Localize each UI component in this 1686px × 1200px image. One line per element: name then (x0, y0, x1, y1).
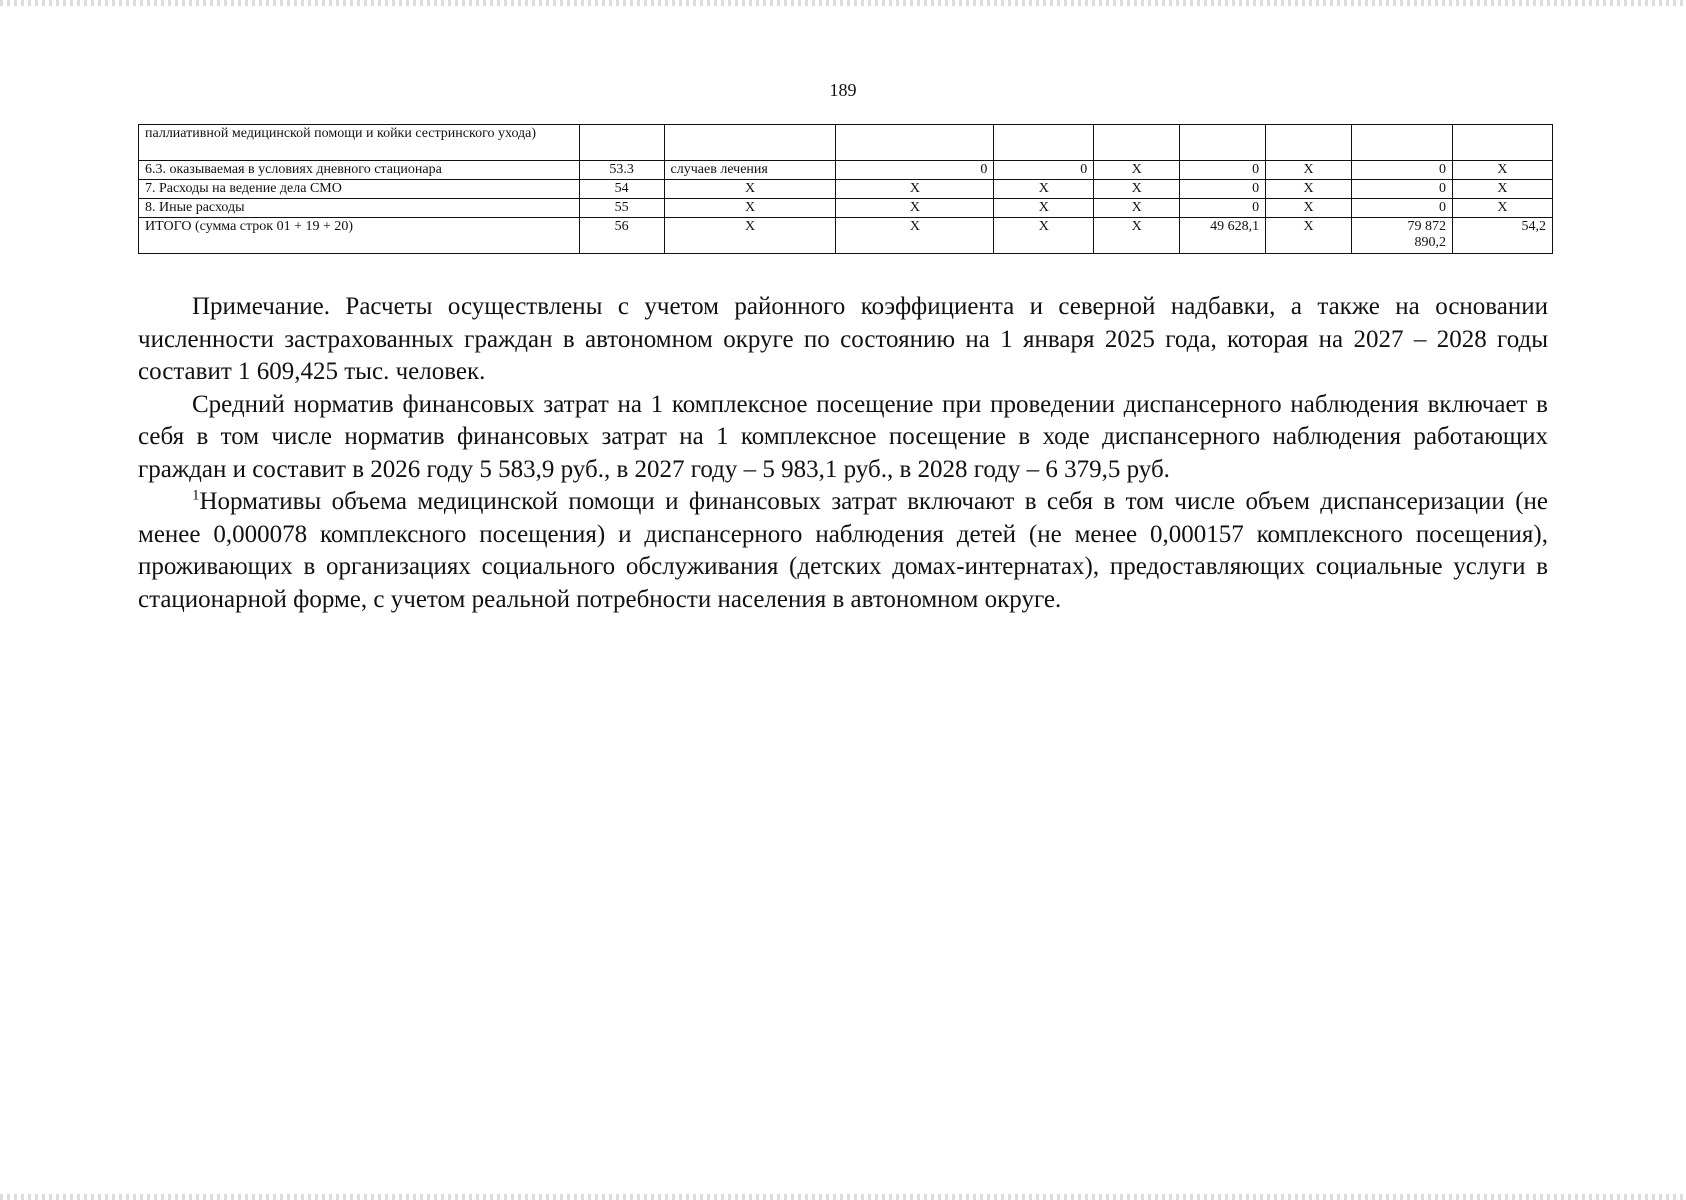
cell: Х (1452, 199, 1552, 218)
cell: 0 (1180, 161, 1266, 180)
cell: Х (994, 180, 1094, 199)
scan-edge-top (0, 0, 1686, 6)
cell (1266, 125, 1352, 161)
cell: Х (994, 199, 1094, 218)
cell (836, 125, 994, 161)
cell: Х (994, 218, 1094, 254)
cell (1452, 125, 1552, 161)
row-unit: Х (664, 199, 836, 218)
scan-edge-bottom (0, 1194, 1686, 1200)
cell (994, 125, 1094, 161)
cell: 0 (836, 161, 994, 180)
row-name: ИТОГО (сумма строк 01 + 19 + 20) (139, 218, 580, 254)
cell: Х (836, 180, 994, 199)
cell: Х (1094, 161, 1180, 180)
cell: Х (1266, 180, 1352, 199)
row-unit: случаев лечения (664, 161, 836, 180)
cell: Х (1266, 218, 1352, 254)
row-name: 6.3. оказываемая в условиях дневного стационара (139, 161, 580, 180)
cell: 0 (1180, 180, 1266, 199)
page-number: 189 (829, 80, 857, 100)
row-code: 53.3 (579, 161, 664, 180)
footnote-marker: 1 (192, 487, 200, 504)
cell: Х (1094, 218, 1180, 254)
footnote-text: Нормативы объема медицинской помощи и финансовых затрат включают в себя в том числе объем диспансеризации (не менее 0,000078 комплексного посещения) и диспансерного наблюдения детей (не менее 0,000157 комплексного посещения), проживающих в организациях социального обслуживания (детских домах-интернатах), предоставляющих социальные услуги в стационарной форме, с учетом реальной потребности населения в автономном округе. (138, 488, 1548, 613)
row-name: паллиативной медицинской помощи и койки сестринского ухода) (139, 125, 580, 161)
row-code (579, 125, 664, 161)
cell: 79 872 890,2 (1352, 218, 1453, 254)
row-name: 8. Иные расходы (139, 199, 580, 218)
row-name: 7. Расходы на ведение дела СМО (139, 180, 580, 199)
cell: Х (1094, 199, 1180, 218)
cell: Х (1094, 180, 1180, 199)
table-row (139, 180, 1553, 199)
row-code: 54 (579, 180, 664, 199)
cell: 54,2 (1452, 218, 1552, 254)
table-row (139, 125, 1553, 161)
table-row (139, 199, 1553, 218)
cell: Х (1452, 180, 1552, 199)
cell: 49 628,1 (1180, 218, 1266, 254)
row-code: 56 (579, 218, 664, 254)
cell: Х (836, 199, 994, 218)
data-table (138, 124, 1553, 254)
cell (1352, 125, 1453, 161)
notes-section (138, 291, 1548, 616)
cell: 0 (994, 161, 1094, 180)
cell: 0 (1352, 161, 1453, 180)
cell: Х (836, 218, 994, 254)
cell (1180, 125, 1266, 161)
note-paragraph: Примечание. Расчеты осуществлены с учетом районного коэффициента и северной надбавки, а также на основании численности застрахованных граждан в автономном округе по состоянию на 1 января 2025 года, которая на 2027 – 2028 годы составит 1 609,425 тыс. человек. (138, 293, 1548, 385)
cell: 0 (1352, 180, 1453, 199)
row-code: 55 (579, 199, 664, 218)
cell: Х (1452, 161, 1552, 180)
row-unit: Х (664, 218, 836, 254)
table-row (139, 218, 1553, 254)
cell: Х (1266, 161, 1352, 180)
footnote-paragraph (138, 486, 1548, 616)
row-unit: Х (664, 180, 836, 199)
note-paragraph: Средний норматив финансовых затрат на 1 комплексное посещение при проведении диспансерного наблюдения включает в себя в том числе норматив финансовых затрат на 1 комплексное посещение в ходе диспансерного наблюдения работающих граждан и составит в 2026 году 5 583,9 руб., в 2027 году – 5 983,1 руб., в 2028 году – 6 379,5 руб. (138, 390, 1548, 483)
table-row (139, 161, 1553, 180)
cell: 0 (1352, 199, 1453, 218)
cell (1094, 125, 1180, 161)
cell: Х (1266, 199, 1352, 218)
row-unit (664, 125, 836, 161)
cell: 0 (1180, 199, 1266, 218)
